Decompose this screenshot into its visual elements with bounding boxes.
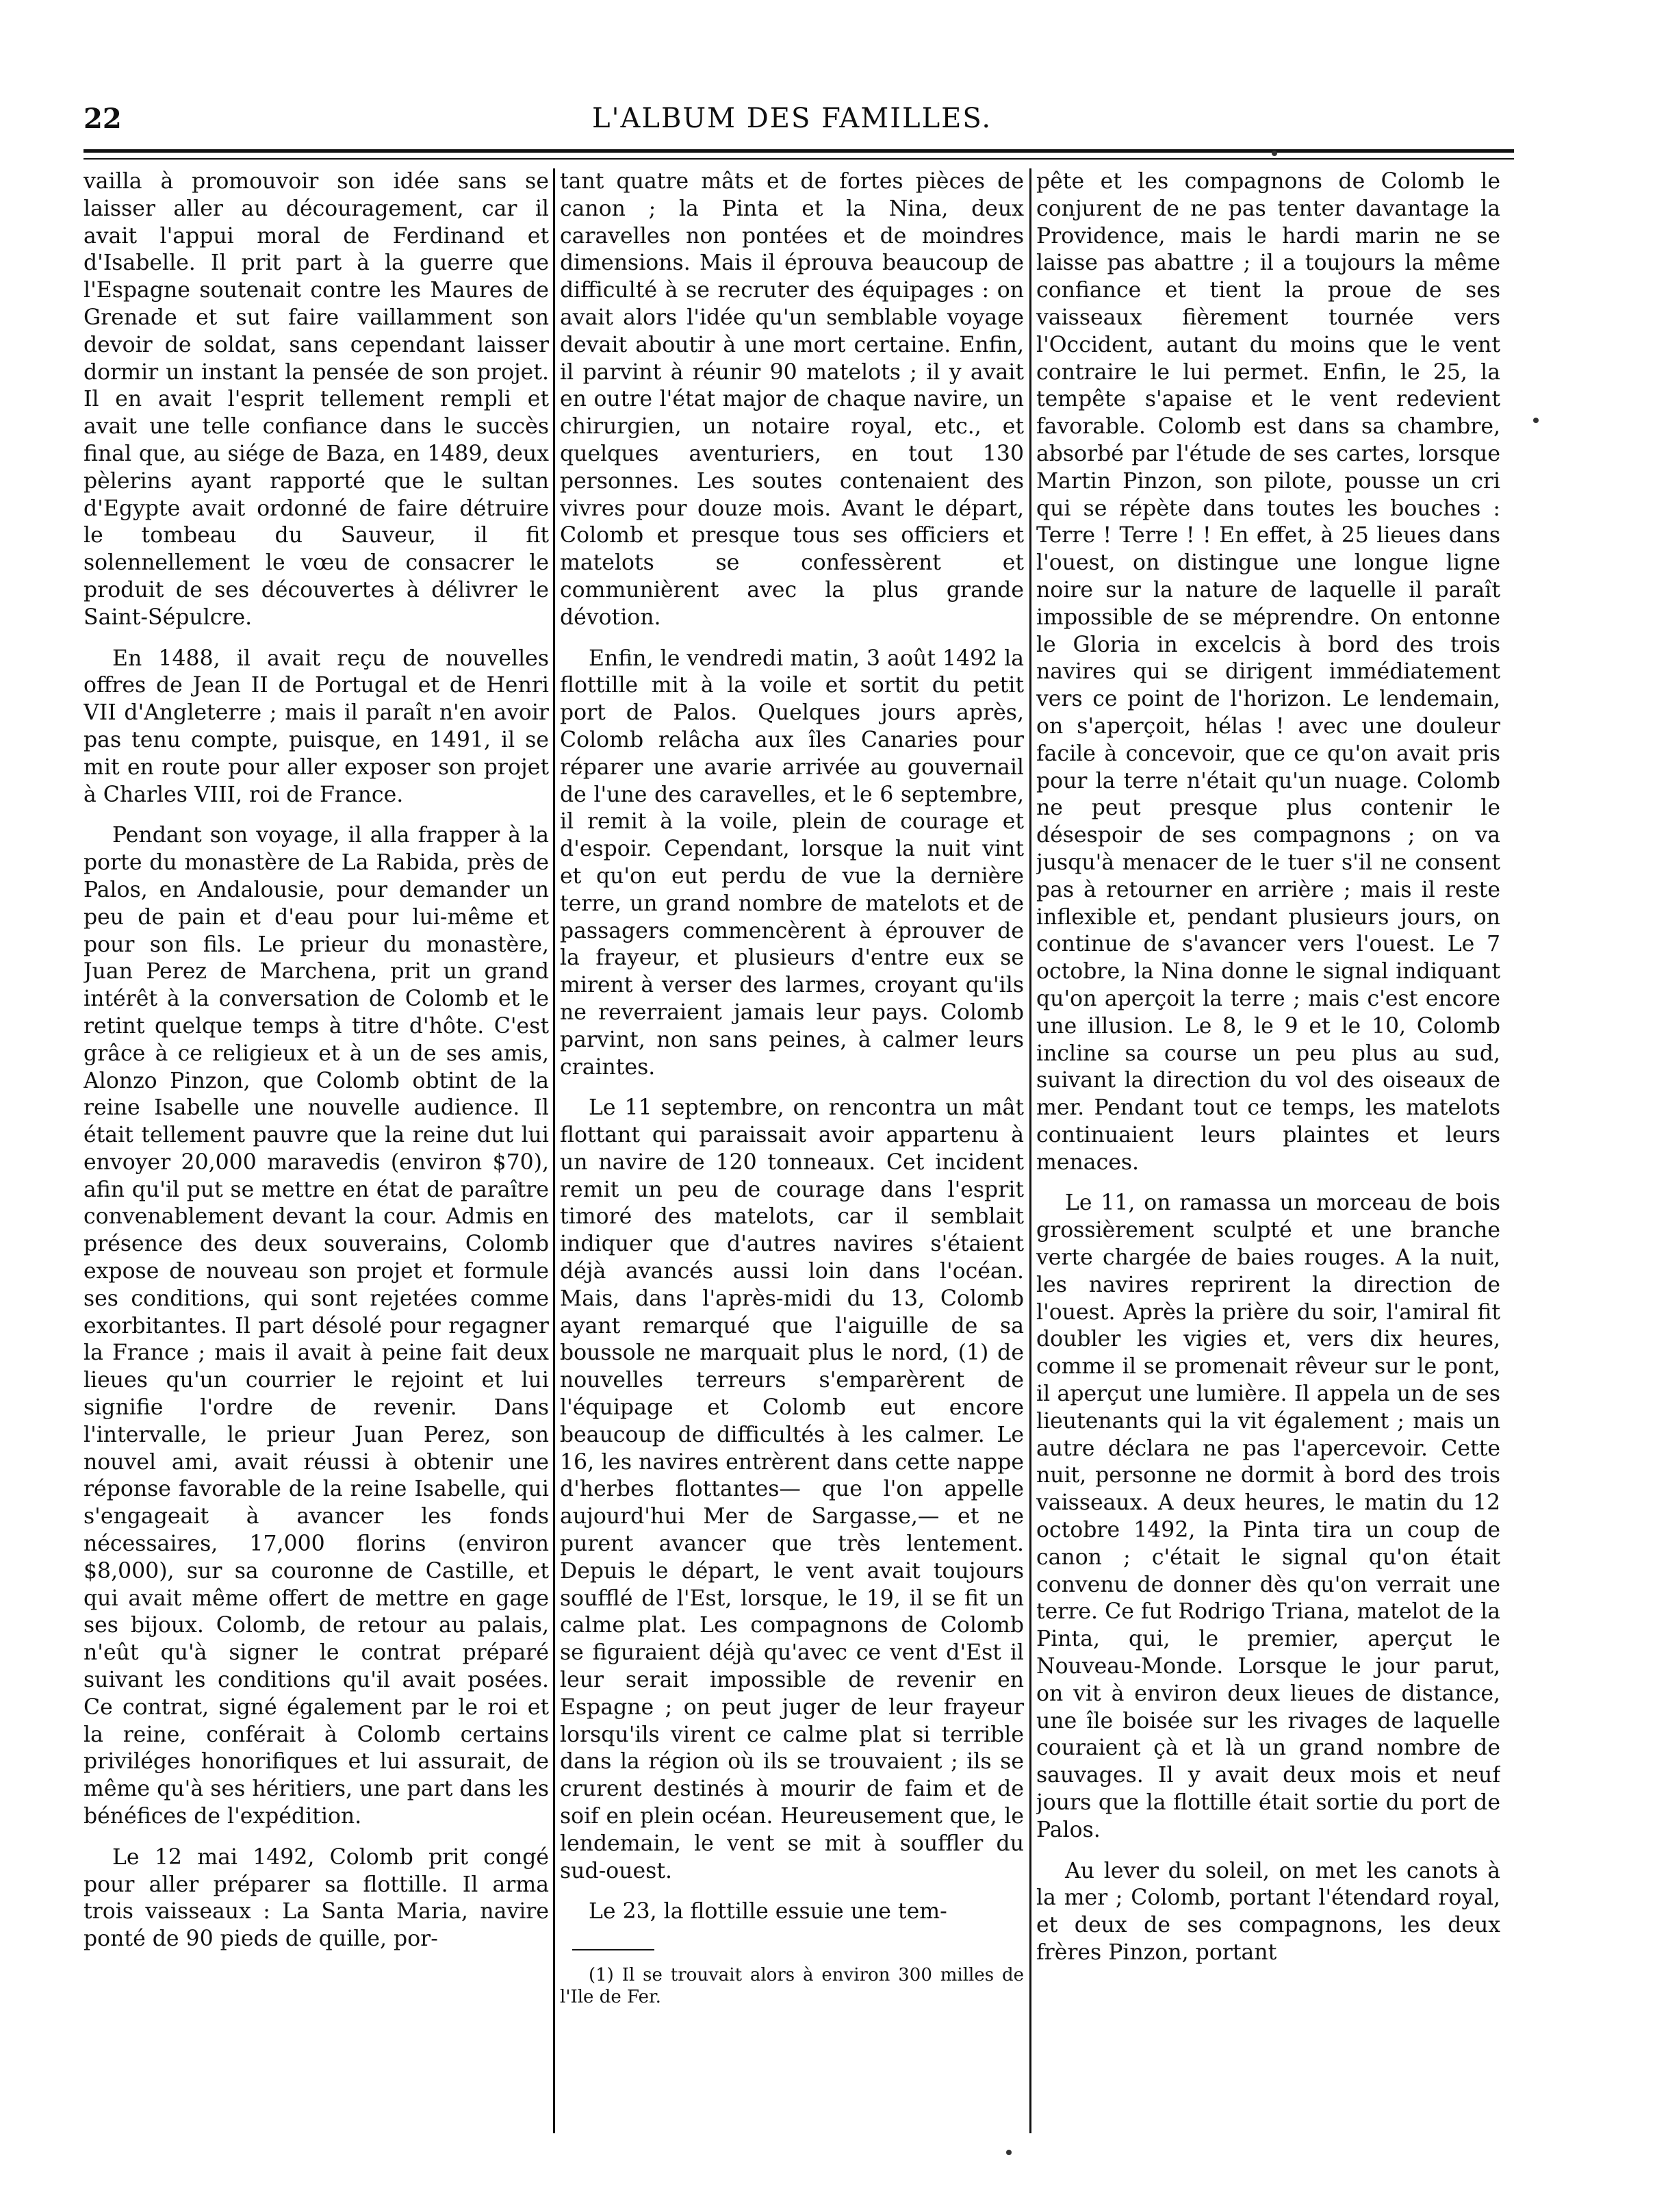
paragraph: Le 11 septembre, on rencontra un mât flottant qui paraissait avoir appartenu à un navire de 120 tonneaux. Cet incident remit un peu de courage dans l'esprit timoré des matelots, car il semblait indiquer que d'autres navires s'étaient déjà avancés aussi loin dans l'océan. Mais, dans l'après-midi du 13, Colomb ayant remarqué que l'aiguille de sa boussole ne marquait plus le nord, (1) de nouvelles terreurs s'emparèrent de l'équipage et Colomb eut encore beaucoup de difficultés à les calmer. Le 16, les navires entrèrent dans cette nappe d'herbes flottantes— que l'on appelle aujourd'hui Mer de Sargasse,— et ne purent avancer que très lentement. Depuis le départ, le vent avait toujours soufflé de l'Est, lorsque, le 19, il se fit un calme plat. Les compagnons de Colomb se figuraient déjà qu'avec ce vent d'Est il leur serait impossible de revenir en Espagne ; on peut juger de leur frayeur lorsqu'ils virent ce calme plat si terrible dans la région où ils se trouvaient ; ils se crurent destinés à mourir de faim et de soif en plein océan. Heureusement que, le lendemain, le vent se mit à souffler du sud-ouest. [560, 1095, 1024, 1883]
paragraph: Le 11, on ramassa un morceau de bois grossièrement sculpté et une branche verte chargée de baies rouges. A la nuit, les navires reprirent la direction de l'ouest. Après la prière du soir, l'amiral fit doubler les vigies et, vers dix heures, comme il se promenait rêveur sur le pont, il aperçut une lumière. Il appela un de ses lieutenants qui la vit également ; mais un autre déclara ne pas l'apercevoir. Cette nuit, personne ne dormit à bord des trois vaisseaux. A deux heures, le matin du 12 octobre 1492, la Pinta tira un coup de canon ; c'était le signal qu'on était convenu de donner dès qu'on verrait une terre. Ce fut Rodrigo Triana, matelot de la Pinta, qui, le premier, aperçut le Nouveau-Monde. Lorsque le jour parut, on vit à environ deux lieues de distance, une île boisée sur les rivages de laquelle couraient çà et là un grand nombre de sauvages. Il y avait deux mois et neuf jours que la flottille était sortie du port de Palos. [1036, 1191, 1500, 1842]
text-column-1 [84, 168, 549, 2099]
page-number: 22 [84, 103, 122, 135]
print-speck [1272, 151, 1277, 156]
paragraph: pête et les compagnons de Colomb le conjurent de ne pas tenter davantage la Providence, mais le hardi marin ne se laisse pas abattre ; il a toujours la même confiance et tient la proue de ses vaisseaux fièrement tournée vers l'Occident, autant du moins que le vent contraire le lui permet. Enfin, le 25, la tempête s'apaise et le vent redevient favorable. Colomb est dans sa chambre, absorbé par l'étude de ses cartes, lorsque Martin Pinzon, son pilote, pousse un cri qui se répète dans toutes les bouches : Terre ! Terre ! ! En effet, à 25 lieues dans l'ouest, on distingue une longue ligne noire sur la nature de laquelle il paraît impossible de se méprendre. On entonne le Gloria in excelcis à bord des trois navires qui se dirigent immédiatement vers ce point de l'horizon. Le lendemain, on s'aperçoit, hélas ! avec une douleur facile à concevoir, que ce qu'on avait pris pour la terre n'était qu'un nuage. Colomb ne peut presque plus contenir le désespoir de ses compagnons ; on va jusqu'à menacer de le tuer s'il ne consent pas à retourner en arrière ; mais il reste inflexible et, pendant plusieurs jours, on continue de s'avancer vers l'ouest. Le 7 octobre, la Nina donne le signal indiquant qu'on aperçoit la terre ; mais c'est encore une illusion. Le 8, le 9 et le 10, Colomb incline sa course un peu plus au sud, suivant la direction du vol des oiseaux de mer. Pendant tout ce temps, les matelots continuaient leurs plaintes et leurs menaces. [1036, 169, 1500, 1175]
paragraph: En 1488, il avait reçu de nouvelles offres de Jean II de Portugal et de Henri VII d'Angleterre ; mais il paraît n'en avoir pas tenu compte, puisque, en 1491, il se mit en route pour aller exposer son projet à Charles VIII, roi de France. [84, 646, 549, 807]
footnote [560, 1964, 1024, 2008]
paragraph: Enfin, le vendredi matin, 3 août 1492 la flottille mit à la voile et sortit du petit port de Palos. Quelques jours après, Colomb relâcha aux îles Canaries pour réparer une avarie arrivée au gouvernail de l'une des caravelles, et le 6 septembre, il remit à la voile, plein de courage et d'espoir. Cependant, lorsque la nuit vint et qu'on eut perdu de vue la dernière terre, un grand nombre de matelots et de passagers commencèrent à éprouver de la frayeur, et plusieurs d'entre eux se mirent à verser des larmes, croyant qu'ils ne reverraient jamais leur pays. Colomb parvint, non sans peines, à calmer leurs craintes. [560, 646, 1024, 1080]
paragraph: tant quatre mâts et de fortes pièces de canon ; la Pinta et la Nina, deux caravelles non pontées et de moindres dimensions. Mais il éprouva beaucoup de difficulté à se recruter des équipages : on avait alors l'idée qu'un semblable voyage devait aboutir à une mort certaine. Enfin, il parvint à réunir 90 matelots ; il y avait en outre l'état major de chaque navire, un chirurgien, un notaire royal, etc., et quelques aventuriers, en tout 130 personnes. Les soutes contenaient des vivres pour douze mois. Avant le départ, Colomb et presque tous ses officiers et matelots se confessèrent et communièrent avec la plus grande dévotion. [560, 169, 1024, 630]
paragraph: Le 23, la flottille essuie une tem- [589, 1899, 947, 1924]
header-rule-thick [84, 149, 1514, 153]
print-speck [1533, 418, 1539, 423]
paragraph: Au lever du soleil, on met les canots à la mer ; Colomb, portant l'étendard royal, et deux de ses compagnons, les deux frères Pinzon, portant [1036, 1858, 1500, 1965]
column-divider [1029, 168, 1031, 2133]
text-column-2 [560, 168, 1024, 2099]
header-rule-thin [84, 158, 1514, 160]
running-title: L'ALBUM DES FAMILLES. [591, 103, 992, 134]
paragraph: Pendant son voyage, il alla frapper à la porte du monastère de La Rabida, près de Palos, en Andalousie, pour demander un peu de pain et d'eau pour lui-même et pour son fils. Le prieur du monastère, Juan Perez de Marchena, prit un grand intérêt à la conversation de Colomb et le retint quelque temps à titre d'hôte. C'est grâce à ce religieux et à un de ses amis, Alonzo Pinzon, que Colomb obtint de la reine Isabelle une nouvelle audience. Il était tellement pauvre que la reine dut lui envoyer 20,000 maravedis (environ $70), afin qu'il put se mettre en état de paraître convenablement devant la cour. Admis en présence des deux souverains, Colomb expose de nouveau son projet et formule ses conditions, qui sont rejetées comme exorbitantes. Il part désolé pour regagner la France ; mais il avait à peine fait deux lieues qu'un courrier le rejoint et lui signifie l'ordre de revenir. Dans l'intervalle, le prieur Juan Perez, son nouvel ami, avait réussi à obtenir une réponse favorable de la reine Isabelle, qui s'engageait à avancer les fonds nécessaires, 17,000 florins (environ $8,000), sur sa couronne de Castille, et qui avait même offert de mettre en gage ses bijoux. Colomb, de retour au palais, n'eût qu'à signer le contrat préparé suivant les conditions qu'il avait posées. Ce contrat, signé également par le roi et la reine, conférait à Colomb certains priviléges honorifiques et lui assurait, de même qu'à ses héritiers, une part dans les bénéfices de l'expédition. [84, 823, 549, 1829]
footnote-rule [572, 1949, 654, 1950]
column-divider [553, 168, 555, 2133]
footnote-text: (1) Il se trouvait alors à environ 300 milles de l'Ile de Fer. [560, 1965, 1024, 2008]
text-column-3 [1036, 168, 1500, 2099]
print-speck [1006, 2150, 1012, 2155]
paragraph: Le 12 mai 1492, Colomb prit congé pour aller préparer sa flottille. Il arma trois vaisseaux : La Santa Maria, navire ponté de 90 pieds de quille, por- [84, 1844, 549, 1952]
page-header [84, 103, 1500, 144]
paragraph: vailla à promouvoir son idée sans se laisser aller au découragement, car il avait l'appui moral de Ferdinand et d'Isabelle. Il prit part à la guerre que l'Espagne soutenait contre les Maures de Grenade et sut faire vaillamment son devoir de soldat, sans cependant laisser dormir un instant la pensée de son projet. Il en avait l'esprit tellement rempli et avait une telle confiance dans le succès final que, au siége de Baza, en 1489, deux pèlerins ayant rapporté que le sultan d'Egypte avait ordonné de faire détruire le tombeau du Sauveur, il fit solennellement le vœu de consacrer le produit de ses découvertes à délivrer le Saint-Sépulcre. [84, 169, 549, 630]
